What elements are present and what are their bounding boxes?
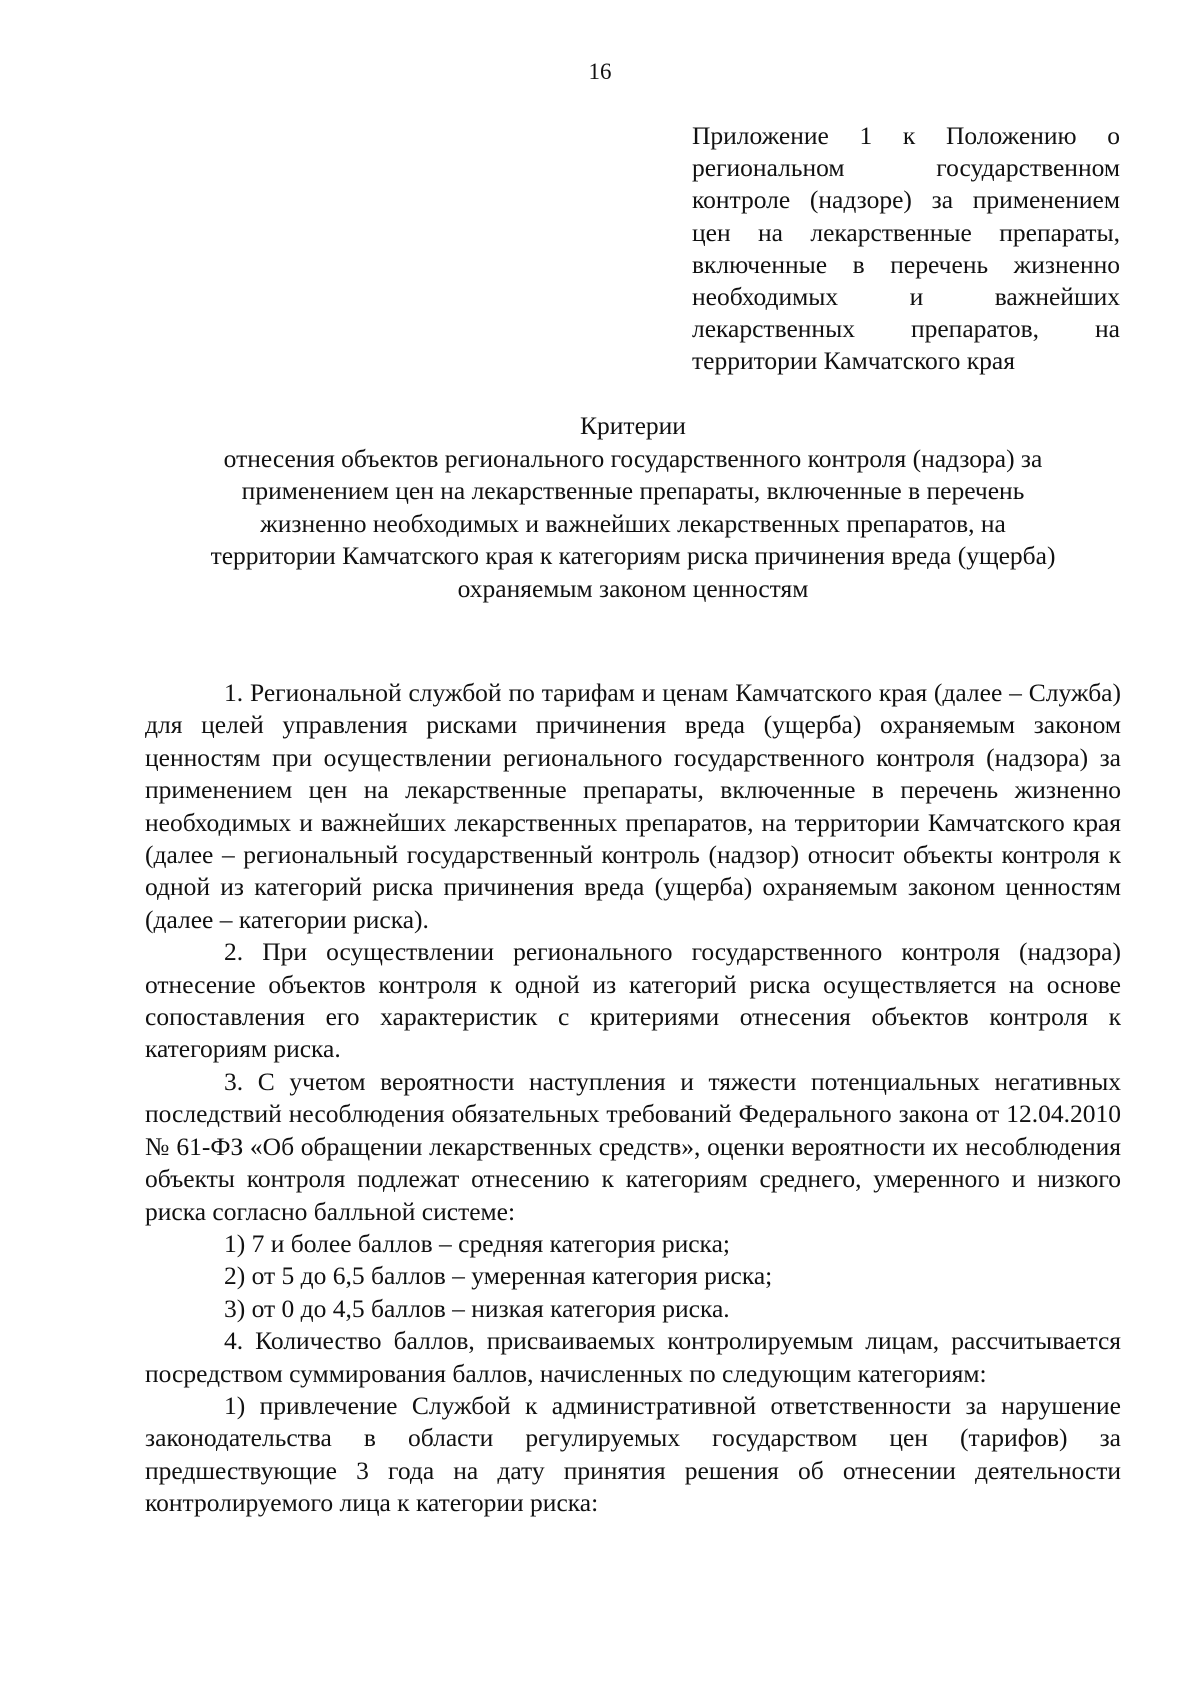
paragraph-3: 3. С учетом вероятности наступления и тяжести потенциальных негативных последствий несоблюдения обязательных требований Федерального закона от 12.04.2010 № 61-ФЗ «Об обращении лекарственных средств», оценки вероятности их несоблюдения объекты контроля подлежат отнесению к категориям среднего, умеренного и низкого риска согласно балльной системе: [145,1066,1121,1226]
title-heading: Критерии [580,411,686,440]
title-line: жизненно необходимых и важнейших лекарственных препаратов, на [260,508,1006,538]
paragraph-1: 1. Региональной службой по тарифам и ценам Камчатского края (далее – Служба) для целей управления рисками причинения вреда (ущерба) охраняемым законом ценностям при осуществлении регионального государственного контроля (надзора) за применением цен на лекарственные препараты, включенные в перечень жизненно необходимых и важнейших лекарственных препаратов, на территории Камчатского края (далее – региональный государственный контроль (надзор) относит объекты контроля к одной из категорий риска причинения вреда (ущерба) охраняемым законом ценностям (далее – категории риска). [145,678,1121,934]
paragraph-4: 4. Количество баллов, присваиваемых контролируемым лицам, рассчитывается посредством суммирования баллов, начисленных по следующим категориям: [145,1326,1121,1388]
list-item-low-risk: 3) от 0 до 4,5 баллов – низкая категория риска. [224,1293,730,1323]
title-line: охраняемым законом ценностям [457,573,809,603]
title-line: территории Камчатского края к категориям риска причинения вреда (ущерба) [210,541,1056,570]
appendix-note: Приложение 1 к Положению о региональном государственном контроле (надзоре) за применением цен на лекарственные препараты, включенные в перечень жизненно необходимых и важнейших лекарственных препаратов, на территории Камчатского края [692,121,1120,376]
title-line: отнесения объектов регионального государственного контроля (надзора) за [223,443,1043,473]
document-title [145,410,1121,605]
paragraph-4-item-1: 1) привлечение Службой к административной ответственности за нарушение законодательства в области регулируемых государством цен (тарифов) за предшествующие 3 года на дату принятия решения об отнесении деятельности контролируемого лица к категории риска: [145,1390,1121,1518]
list-item-moderate-risk: 2) от 5 до 6,5 баллов – умеренная категория риска; [224,1261,773,1291]
paragraph-2: 2. При осуществлении регионального государственного контроля (надзора) отнесение объектов контроля к одной из категорий риска осуществляется на основе сопоставления его характеристик с критериями отнесения объектов контроля к категориям риска. [145,937,1121,1064]
title-line: применением цен на лекарственные препараты, включенные в перечень [241,476,1025,505]
list-item-high-risk: 1) 7 и более баллов – средняя категория риска; [224,1228,730,1258]
document-body [145,677,1121,1520]
page-number: 16 [588,59,612,84]
